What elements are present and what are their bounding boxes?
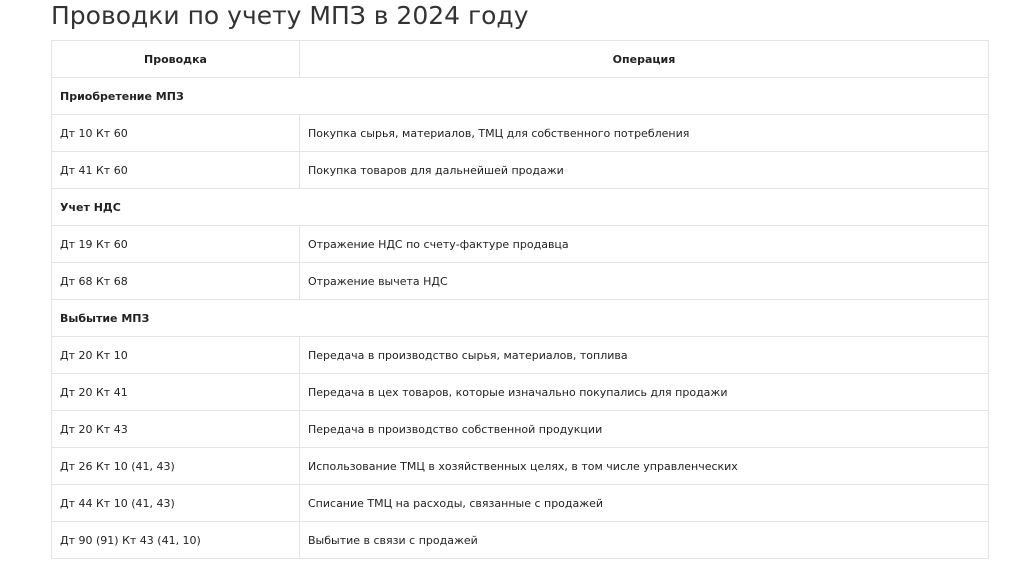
operation-cell: Покупка товаров для дальнейшей продажи [300, 152, 989, 189]
column-header-operation: Операция [300, 41, 989, 78]
postings-table-container [51, 40, 988, 559]
entry-cell: Дт 44 Кт 10 (41, 43) [52, 485, 300, 522]
table-row [52, 152, 989, 189]
page-title: Проводки по учету МПЗ в 2024 году [51, 1, 529, 30]
table-row [52, 374, 989, 411]
table-row [52, 448, 989, 485]
table-row [52, 115, 989, 152]
table-row [52, 522, 989, 559]
table-header-row [52, 41, 989, 78]
table-row [52, 263, 989, 300]
section-label: Выбытие МПЗ [52, 300, 989, 337]
section-row [52, 78, 989, 115]
entry-cell: Дт 19 Кт 60 [52, 226, 300, 263]
entry-cell: Дт 20 Кт 10 [52, 337, 300, 374]
column-header-entry: Проводка [52, 41, 300, 78]
table-row [52, 226, 989, 263]
entry-cell: Дт 41 Кт 60 [52, 152, 300, 189]
entry-cell: Дт 90 (91) Кт 43 (41, 10) [52, 522, 300, 559]
section-row [52, 300, 989, 337]
table-row [52, 485, 989, 522]
operation-cell: Использование ТМЦ в хозяйственных целях, в том числе управленческих [300, 448, 989, 485]
entry-cell: Дт 10 Кт 60 [52, 115, 300, 152]
entry-cell: Дт 26 Кт 10 (41, 43) [52, 448, 300, 485]
operation-cell: Передача в производство сырья, материалов, топлива [300, 337, 989, 374]
postings-table [51, 40, 989, 559]
operation-cell: Отражение НДС по счету-фактуре продавца [300, 226, 989, 263]
entry-cell: Дт 20 Кт 43 [52, 411, 300, 448]
section-row [52, 189, 989, 226]
table-row [52, 337, 989, 374]
operation-cell: Отражение вычета НДС [300, 263, 989, 300]
entry-cell: Дт 68 Кт 68 [52, 263, 300, 300]
operation-cell: Списание ТМЦ на расходы, связанные с продажей [300, 485, 989, 522]
operation-cell: Передача в производство собственной продукции [300, 411, 989, 448]
table-row [52, 411, 989, 448]
entry-cell: Дт 20 Кт 41 [52, 374, 300, 411]
operation-cell: Передача в цех товаров, которые изначально покупались для продажи [300, 374, 989, 411]
operation-cell: Выбытие в связи с продажей [300, 522, 989, 559]
section-label: Учет НДС [52, 189, 989, 226]
table-body [52, 78, 989, 559]
section-label: Приобретение МПЗ [52, 78, 989, 115]
operation-cell: Покупка сырья, материалов, ТМЦ для собственного потребления [300, 115, 989, 152]
